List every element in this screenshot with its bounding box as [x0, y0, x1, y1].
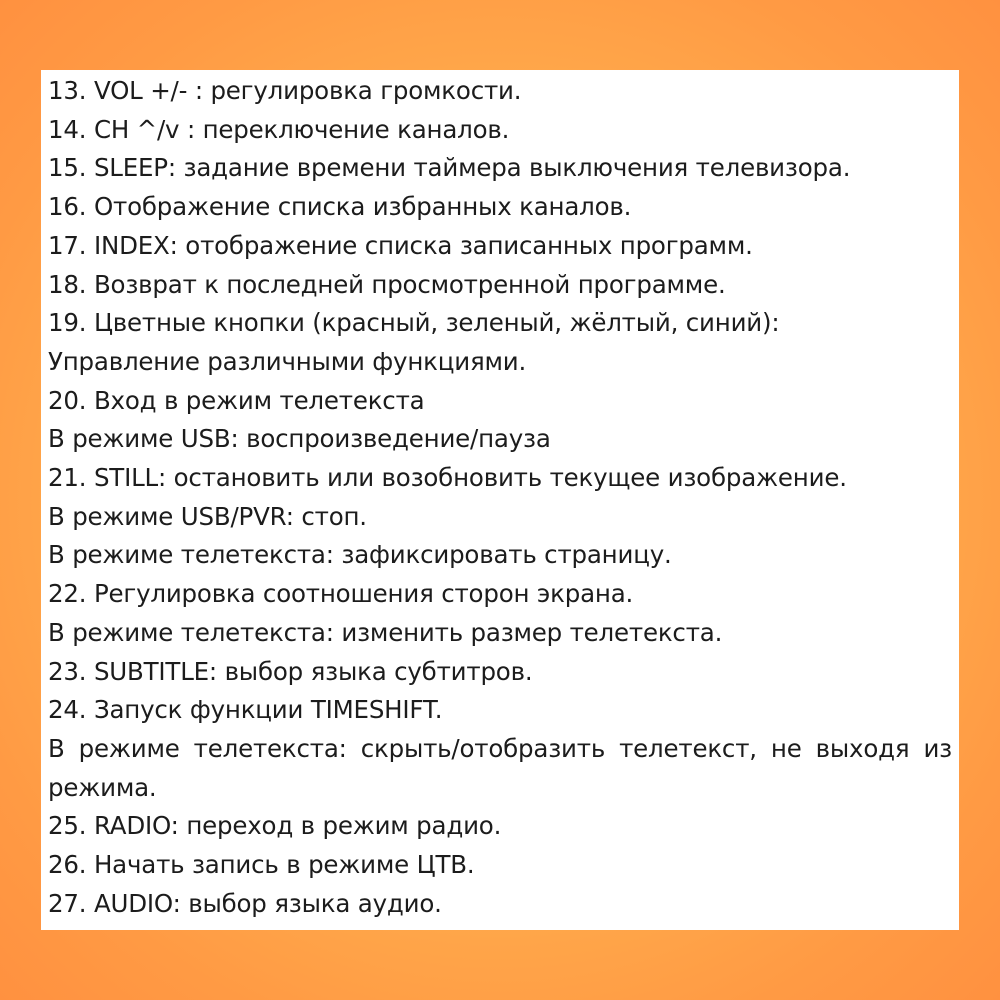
- instruction-line: В режиме USB/PVR: стоп.: [48, 501, 367, 531]
- instruction-line: 27. AUDIO: выбор языка аудио.: [48, 888, 442, 918]
- instruction-line: 26. Начать запись в режиме ЦТВ.: [48, 850, 475, 880]
- instruction-line: 23. SUBTITLE: выбор языка субтитров.: [48, 656, 533, 686]
- instruction-line: 20. Вход в режим телетекста: [48, 385, 425, 415]
- instruction-line: В режиме телетекста: зафиксировать страницу.: [48, 540, 672, 570]
- instruction-line: 16. Отображение списка избранных каналов.: [48, 192, 632, 222]
- instruction-line: Управление различными функциями.: [48, 346, 527, 376]
- instruction-line: 17. INDEX: отображение списка записанных программ.: [48, 230, 753, 260]
- instruction-line: 22. Регулировка соотношения сторон экрана.: [48, 579, 634, 609]
- instructions-panel: [41, 70, 959, 930]
- instruction-line: 13. VOL +/- : регулировка громкости.: [48, 76, 522, 105]
- instruction-line: В режиме телетекста: изменить размер телетекста.: [48, 617, 723, 647]
- instruction-line: 14. CH ^/v : переключение каналов.: [48, 114, 510, 144]
- instruction-line: 18. Возврат к последней просмотренной программе.: [48, 269, 726, 299]
- instruction-line-wrapped: В режиме телетекста: скрыть/отобразить телетекст, не выходя из режима.: [48, 733, 952, 802]
- instruction-line: В режиме USB: воспроизведение/пауза: [48, 424, 551, 454]
- instruction-line: 21. STILL: остановить или возобновить текущее изображение.: [48, 463, 847, 493]
- instruction-line: 15. SLEEP: задание времени таймера выключения телевизора.: [48, 153, 851, 183]
- instruction-line: 19. Цветные кнопки (красный, зеленый, жёлтый, синий):: [48, 308, 780, 338]
- instruction-line: 25. RADIO: переход в режим радио.: [48, 811, 502, 841]
- instruction-line: 24. Запуск функции TIMESHIFT.: [48, 695, 443, 725]
